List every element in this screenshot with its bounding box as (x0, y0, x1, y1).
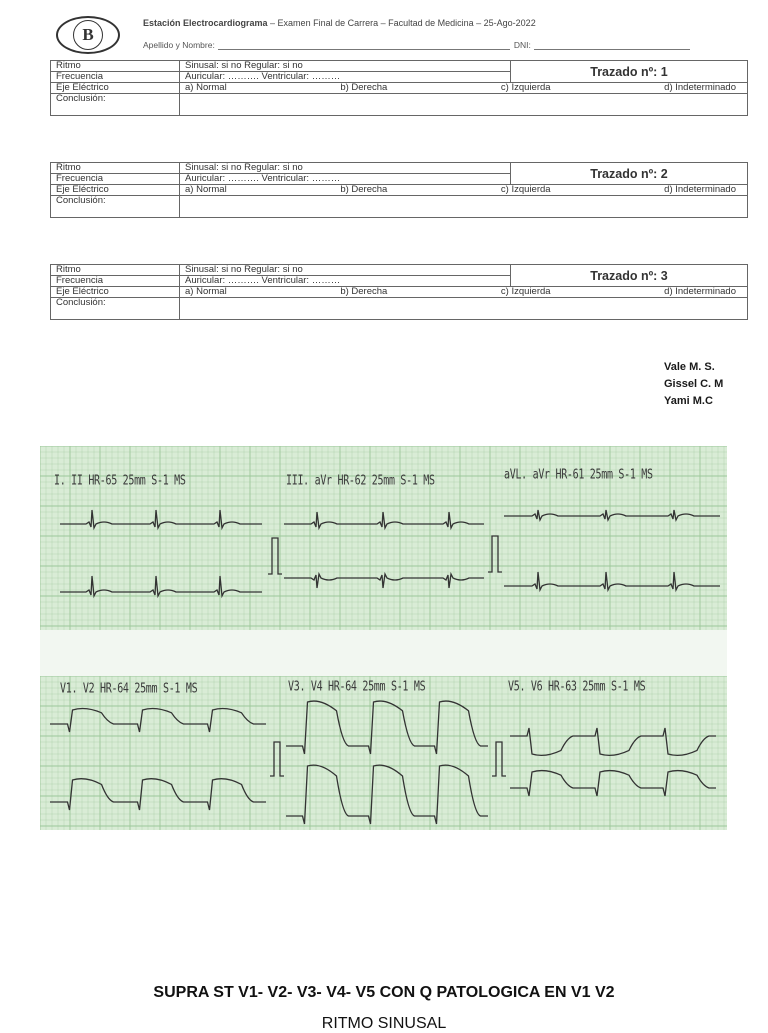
lead-label-v1-v2: V1. V2 HR-64 25mm S-1 MS (60, 682, 198, 697)
ecg-strip-precordial-leads (40, 676, 727, 830)
eje-option-derecha[interactable]: b) Derecha (340, 286, 388, 297)
conclusion-label: Conclusión: (51, 94, 180, 116)
conclusion-label: Conclusión: (51, 196, 180, 218)
eje-option-derecha[interactable]: b) Derecha (340, 184, 388, 195)
frecuencia-field[interactable]: Auricular: ………. Ventricular: ……… (180, 174, 511, 185)
conclusion-field[interactable] (180, 298, 748, 320)
frecuencia-field[interactable]: Auricular: ………. Ventricular: ……… (180, 72, 511, 83)
ecg-trace-lead-i (60, 510, 262, 528)
diagnosis-finding: SUPRA ST V1- V2- V3- V4- V5 CON Q PATOLOGICA EN V1 V2 (153, 984, 615, 1001)
eje-option-derecha[interactable]: b) Derecha (340, 82, 388, 93)
eje-option-normal[interactable]: a) Normal (185, 286, 227, 297)
ecg-trace-lead-v5 (510, 728, 716, 755)
ecg-trace-lead-ii (60, 576, 262, 596)
eje-option-izquierda[interactable]: c) Izquierda (500, 82, 551, 93)
lead-label-avl: aVL. aVr HR-61 25mm S-1 MS (504, 468, 653, 483)
frecuencia-field[interactable]: Auricular: ………. Ventricular: ……… (180, 276, 511, 287)
frecuencia-label: Frecuencia (51, 72, 180, 83)
diagnosis-rhythm: RITMO SINUSAL (321, 1015, 447, 1032)
ecg-calibration-pulse (492, 742, 506, 776)
exam-header (50, 12, 750, 58)
eje-option-indeterminado[interactable]: d) Indeterminado (664, 82, 736, 93)
eje-option-normal[interactable]: a) Normal (185, 184, 227, 195)
conclusion-label: Conclusión: (51, 298, 180, 320)
eje-option-izquierda[interactable]: c) Izquierda (500, 286, 551, 297)
ecg-trace-precordial (40, 676, 727, 830)
lead-label-v5-v6: V5. V6 HR-63 25mm S-1 MS (508, 680, 646, 695)
lead-label-i-ii: I. II HR-65 25mm S-1 MS (54, 474, 186, 489)
trazado-number: Trazado nº: 3 (511, 265, 748, 287)
name-blank[interactable] (218, 41, 510, 50)
ecg-calibration-pulse (270, 742, 284, 776)
eje-option-izquierda[interactable]: c) Izquierda (500, 184, 551, 195)
eje-options[interactable] (180, 185, 748, 196)
ecg-trace-lead-v4 (286, 765, 488, 824)
ecg-trace-lead-v3 (286, 701, 488, 754)
faculty-logo: B (56, 16, 120, 54)
ecg-trace-lead-avl (504, 510, 720, 520)
trazado-form-1 (50, 60, 748, 116)
ecg-paper-margin (40, 630, 727, 676)
authors-list (664, 359, 723, 410)
ritmo-field[interactable]: Sinusal: si no Regular: si no (180, 163, 511, 174)
trazado-form-3 (50, 264, 748, 320)
student-name-line: Apellido y Nombre: DNI: (143, 40, 690, 50)
ecg-strip-limb-leads (40, 446, 727, 630)
ritmo-label: Ritmo (51, 265, 180, 276)
trazado-number: Trazado nº: 1 (511, 61, 748, 83)
author-name: Vale M. S. (664, 361, 715, 373)
eje-options[interactable] (180, 287, 748, 298)
ecg-trace-lead-v2 (50, 779, 266, 810)
conclusion-field[interactable] (180, 94, 748, 116)
eje-option-normal[interactable]: a) Normal (185, 82, 227, 93)
ritmo-field[interactable]: Sinusal: si no Regular: si no (180, 61, 511, 72)
ecg-trace-lead-avr-2 (504, 572, 720, 590)
trazado-number: Trazado nº: 2 (511, 163, 748, 185)
ecg-trace-lead-v6 (510, 771, 716, 796)
conclusion-field[interactable] (180, 196, 748, 218)
exam-title: Estación Electrocardiograma – Examen Final de Carrera – Facultad de Medicina – 25-Ago-2022 (143, 18, 536, 28)
lead-label-v3-v4: V3. V4 HR-64 25mm S-1 MS (288, 680, 426, 695)
author-name: Yami M.C (664, 395, 713, 407)
dni-blank[interactable] (534, 41, 690, 50)
eje-options[interactable] (180, 83, 748, 94)
frecuencia-label: Frecuencia (51, 276, 180, 287)
lead-label-iii-avr: III. aVr HR-62 25mm S-1 MS (286, 474, 435, 489)
eje-label: Eje Eléctrico (51, 287, 180, 298)
eje-option-indeterminado[interactable]: d) Indeterminado (664, 184, 736, 195)
frecuencia-label: Frecuencia (51, 174, 180, 185)
trazado-form-2 (50, 162, 748, 218)
eje-label: Eje Eléctrico (51, 185, 180, 196)
ritmo-label: Ritmo (51, 163, 180, 174)
ritmo-field[interactable]: Sinusal: si no Regular: si no (180, 265, 511, 276)
eje-label: Eje Eléctrico (51, 83, 180, 94)
author-name: Gissel C. M (664, 378, 724, 390)
eje-option-indeterminado[interactable]: d) Indeterminado (664, 286, 736, 297)
ritmo-label: Ritmo (51, 61, 180, 72)
